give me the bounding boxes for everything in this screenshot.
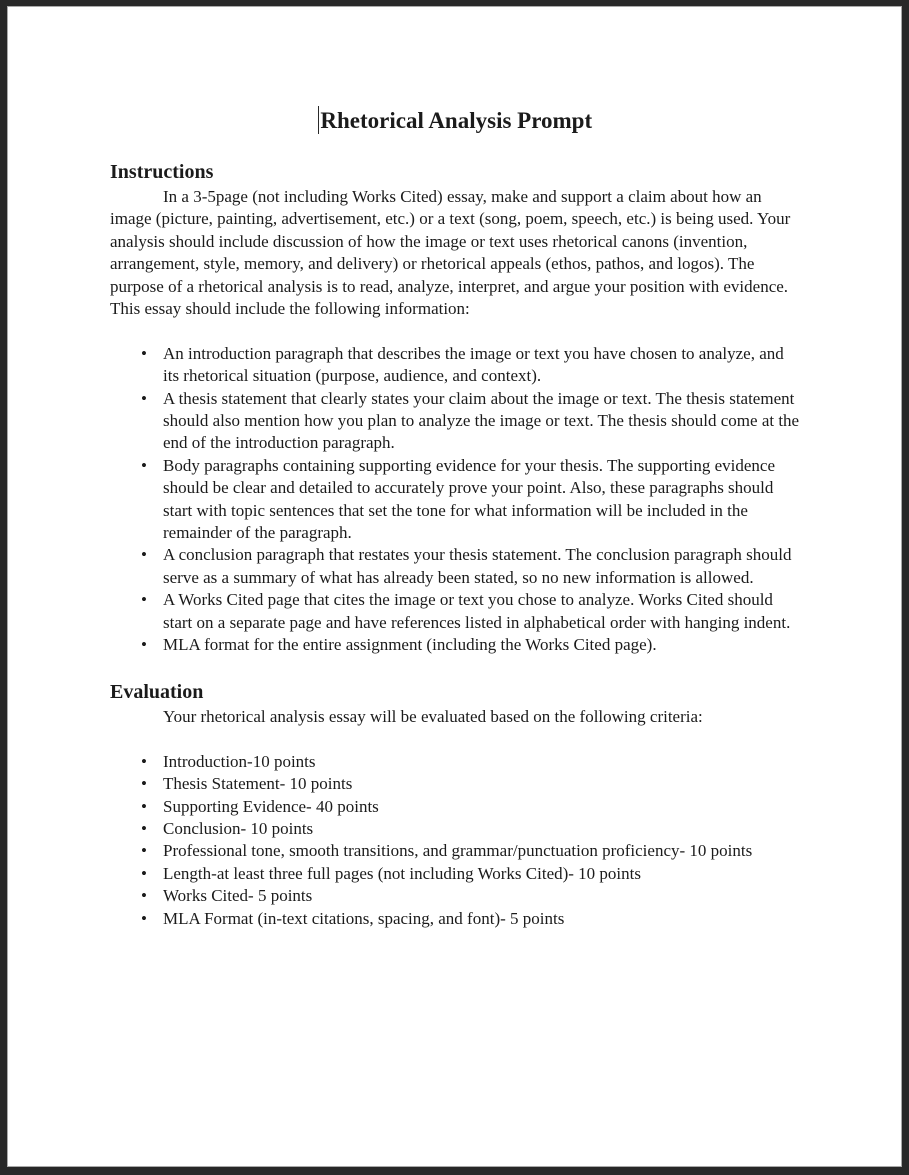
instructions-heading: Instructions xyxy=(110,161,214,183)
blank-line xyxy=(110,320,800,342)
blank-line xyxy=(110,728,800,750)
instructions-list xyxy=(110,343,800,657)
blank-line xyxy=(110,657,800,679)
list-item: • A conclusion paragraph that restates your thesis statement. The conclusion paragraph should serve as a summary of what has already been stated, so no new information is allowed. xyxy=(110,544,800,589)
list-item: • An introduction paragraph that describes the image or text you have chosen to analyze, and its rhetorical situation (purpose, audience, and context). xyxy=(110,343,800,388)
page-title xyxy=(110,106,800,135)
list-item: • Professional tone, smooth transitions, and grammar/punctuation proficiency- 10 points xyxy=(110,840,800,862)
list-item: • Introduction-10 points xyxy=(110,751,800,773)
list-item: • A thesis statement that clearly states your claim about the image or text. The thesis statement should also mention how you plan to analyze the image or text. The thesis should come at the end of the introduction paragraph. xyxy=(110,388,800,455)
list-item: • Length-at least three full pages (not including Works Cited)- 10 points xyxy=(110,863,800,885)
evaluation-heading: Evaluation xyxy=(110,680,204,703)
list-item: • Supporting Evidence- 40 points xyxy=(110,796,800,818)
document-content xyxy=(8,7,901,930)
list-item: • Works Cited- 5 points xyxy=(110,885,800,907)
list-item: • Body paragraphs containing supporting evidence for your thesis. The supporting evidence should be clear and detailed to accurately prove your point. Also, these paragraphs should start with topic sentences that set the tone for what information will be included in the remainder of the paragraph. xyxy=(110,455,800,545)
document-page[interactable] xyxy=(7,6,902,1167)
list-item: • Conclusion- 10 points xyxy=(110,818,800,840)
list-item: • MLA format for the entire assignment (including the Works Cited page). xyxy=(110,634,800,656)
list-item: • MLA Format (in-text citations, spacing, and font)- 5 points xyxy=(110,908,800,930)
evaluation-list xyxy=(110,751,800,930)
instructions-intro-paragraph: In a 3-5page (not including Works Cited) essay, make and support a claim about how an image (picture, painting, advertisement, etc.) or a text (song, poem, speech, etc.) is being used. Your analysis should include discussion of how the image or text uses rhetorical canons (invention, arrangement, style, memory, and delivery) or rhetorical appeals (ethos, pathos, and logos). The purpose of a rhetorical analysis is to read, analyze, interpret, and argue your position with evidence. This essay should include the following information: xyxy=(110,187,791,319)
evaluation-intro-paragraph: Your rhetorical analysis essay will be evaluated based on the following criteria: xyxy=(163,706,703,726)
list-item: • Thesis Statement- 10 points xyxy=(110,773,800,795)
page-title-text: Rhetorical Analysis Prompt xyxy=(320,108,593,133)
list-item: • A Works Cited page that cites the image or text you chose to analyze. Works Cited should start on a separate page and have references listed in alphabetical order with hanging indent. xyxy=(110,589,800,634)
